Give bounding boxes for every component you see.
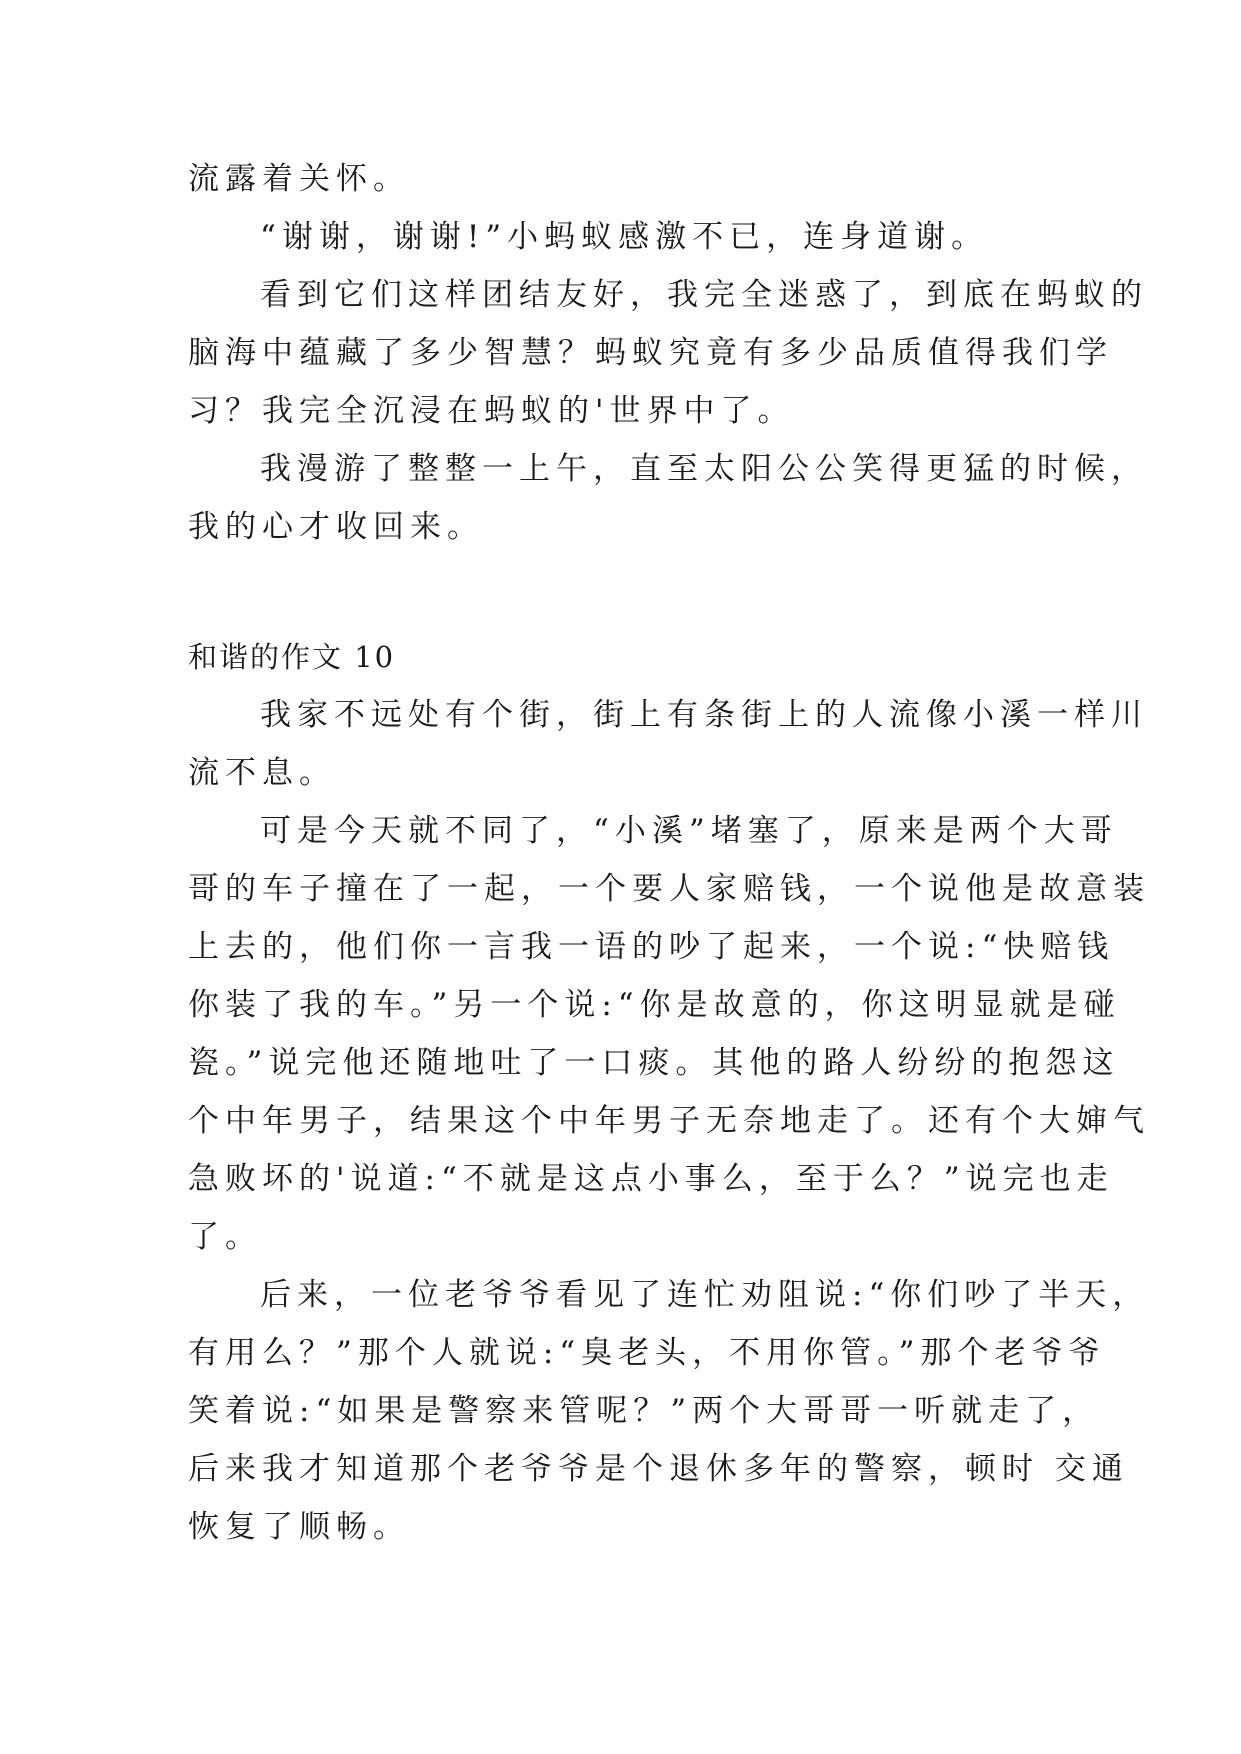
paragraph-line: 有用么？”那个人就说:“臭老头，不用你管。”那个老爷爷 — [188, 1335, 1106, 1371]
paragraph-line: 流不息。 — [188, 755, 336, 791]
paragraph-line: 我的心才收回来。 — [188, 509, 484, 545]
paragraph-line: 后来我才知道那个老爷爷是个退休多年的警察，顿时 交通 — [188, 1451, 1129, 1487]
paragraph-line: 流露着关怀。 — [188, 161, 410, 197]
paragraph-line: 瓷。”说完他还随地吐了一口痰。其他的路人纷纷的抱怨这 — [188, 1045, 1120, 1081]
paragraph-line: 个中年男子，结果这个中年男子无奈地走了。还有个大婶气 — [188, 1103, 1150, 1139]
paragraph-line: 笑着说:“如果是警察来管呢？”两个大哥哥一听就走了， — [188, 1393, 1100, 1429]
section-title: 和谐的作文 10 — [188, 640, 396, 674]
paragraph-line: 哥的车子撞在了一起，一个要人家赔钱，一个说他是故意装 — [188, 871, 1150, 907]
paragraph-line: 习？我完全沉浸在蚂蚁的'世界中了。 — [188, 393, 795, 429]
paragraph-line: 我家不远处有个街，街上有条街上的人流像小溪一样川 — [260, 697, 1148, 733]
document-page — [188, 150, 1150, 1556]
paragraph-line: 你装了我的车。”另一个说:“你是故意的，你这明显就是碰 — [188, 987, 1121, 1023]
section-gap — [188, 556, 1058, 628]
paragraph-line: 急败坏的'说道:“不就是这点小事么，至于么？”说完也走 — [188, 1161, 1114, 1197]
paragraph-line: 后来，一位老爷爷看见了连忙劝阻说:“你们吵了半天， — [260, 1277, 1150, 1313]
paragraph-line: 了。 — [188, 1219, 262, 1255]
paragraph-line: 上去的，他们你一言我一语的吵了起来，一个说:“快赔钱 — [188, 929, 1115, 965]
paragraph-line: 恢复了顺畅。 — [188, 1509, 410, 1545]
paragraph-line: 脑海中蕴藏了多少智慧？蚂蚁究竟有多少品质值得我们学 — [188, 335, 1113, 371]
paragraph-line: “谢谢，谢谢!”小蚂蚁感激不已，连身道谢。 — [260, 219, 989, 255]
paragraph-line: 我漫游了整整一上午，直至太阳公公笑得更猛的时候， — [260, 451, 1148, 487]
paragraph-line: 看到它们这样团结友好，我完全迷惑了，到底在蚂蚁的 — [260, 277, 1148, 313]
paragraph-line: 可是今天就不同了，“小溪”堵塞了，原来是两个大哥 — [260, 813, 1118, 849]
